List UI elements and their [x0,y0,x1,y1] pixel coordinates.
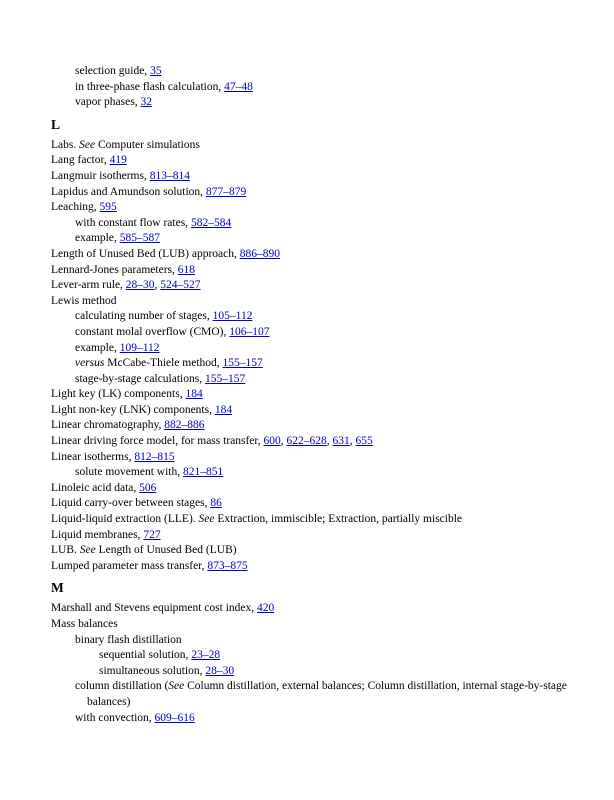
index-entry: Length of Unused Bed (LUB) approach, 886–890 [51,247,280,260]
page-link[interactable]: 506 [139,481,157,494]
index-entry: Liquid carry-over between stages, 86 [51,497,222,510]
index-entry: simultaneous solution, 28–30 [99,664,235,677]
index-entry: Langmuir isotherms, 813–814 [51,169,190,182]
page-link[interactable]: 524–527 [160,279,201,292]
index-entry: stage-by-stage calculations, 155–157 [75,372,246,385]
page-link[interactable]: 106–107 [229,325,270,338]
page-link[interactable]: 23–28 [191,649,221,662]
page-link[interactable]: 105–112 [212,310,253,323]
page-link[interactable]: 155–157 [222,357,263,370]
index-entries [51,64,571,726]
page-link[interactable]: 28–30 [125,279,155,292]
page-link[interactable]: 109–112 [119,341,160,354]
page-link[interactable]: 582–584 [190,216,232,229]
page-link[interactable]: 655 [355,435,373,448]
index-entry: Lumped parameter mass transfer, 873–875 [51,559,248,572]
page-link[interactable]: 32 [140,96,152,109]
page-link[interactable]: 821–851 [182,466,224,479]
page-link[interactable]: 600 [263,435,281,448]
index-entry: Leaching, 595 [51,201,117,214]
page-link[interactable]: 812–815 [134,450,175,463]
page-link[interactable]: 419 [109,154,127,167]
page-link[interactable]: 631 [332,435,350,448]
page-link[interactable]: 727 [143,528,161,541]
index-entry: Lapidus and Amundson solution, 877–879 [51,185,247,198]
index-entry: binary flash distillation [75,633,182,646]
page-link[interactable]: 184 [214,403,233,416]
page-link[interactable]: 595 [99,201,117,214]
index-entry: Light key (LK) components, 184 [51,388,203,401]
page-link[interactable]: 886–890 [239,247,280,260]
section-letter-l: L [51,116,61,132]
index-entry: Marshall and Stevens equipment cost index, 420 [51,602,275,615]
index-entry: Lever-arm rule, 28–30, 524–527 [51,279,201,292]
index-entry: solute movement with, 821–851 [75,466,224,479]
index-entry: Linear isotherms, 812–815 [51,450,175,463]
index-entry: with convection, 609–616 [75,711,195,724]
index-entry: Liquid membranes, 727 [51,528,161,541]
index-entry: Liquid-liquid extraction (LLE). See Extraction, immiscible; Extraction, partially miscible [51,513,463,526]
index-entry: versus McCabe-Thiele method, 155–157 [75,357,263,370]
page-link[interactable]: 86 [210,497,222,510]
index-entry: constant molal overflow (CMO), 106–107 [75,325,270,338]
page-link[interactable]: 618 [177,263,196,276]
page-link[interactable]: 155–157 [204,372,246,385]
index-entry: LUB. See Length of Unused Bed (LUB) [51,544,237,557]
page-link[interactable]: 882–886 [164,419,205,432]
index-entry: Linear chromatography, 882–886 [51,419,205,432]
index-entry: selection guide, 35 [75,65,162,77]
index-entry: with constant flow rates, 582–584 [75,216,232,229]
index-entry: column distillation (See Column distillation, external balances; Column distillation, internal stage-by-stage balances) [75,680,567,708]
page-link[interactable]: 873–875 [207,559,248,572]
index-entry: Linoleic acid data, 506 [51,481,157,494]
page-link[interactable]: 47–48 [224,80,253,93]
page-link[interactable]: 184 [185,388,203,401]
section-letter-m: M [51,580,64,596]
index-entry: Lewis method [51,294,117,307]
page-link[interactable]: 609–616 [154,711,195,724]
page-link[interactable]: 585–587 [119,232,160,245]
index-entry: Linear driving force model, for mass transfer, 600, 622–628, 631, 655 [51,435,373,448]
page-link[interactable]: 877–879 [205,185,247,198]
index-entry: example, 585–587 [75,232,160,245]
page-link[interactable]: 35 [150,65,162,77]
index-entry: Light non-key (LNK) components, 184 [51,403,233,416]
page-link[interactable]: 813–814 [149,169,190,182]
index-entry: Lennard-Jones parameters, 618 [51,263,196,276]
index-entry: calculating number of stages, 105–112 [75,310,253,323]
index-entry: vapor phases, 32 [75,96,152,109]
index-entry: Labs. See Computer simulations [51,138,200,151]
index-entry: Mass balances [51,618,118,630]
index-entry: in three-phase flash calculation, 47–48 [75,80,253,93]
page-link[interactable]: 622–628 [286,435,327,448]
index-entry: example, 109–112 [75,341,160,354]
index-entry: sequential solution, 23–28 [99,649,221,662]
page-link[interactable]: 420 [257,602,275,615]
index-entry: Lang factor, 419 [51,154,127,167]
page-link[interactable]: 28–30 [205,664,235,677]
